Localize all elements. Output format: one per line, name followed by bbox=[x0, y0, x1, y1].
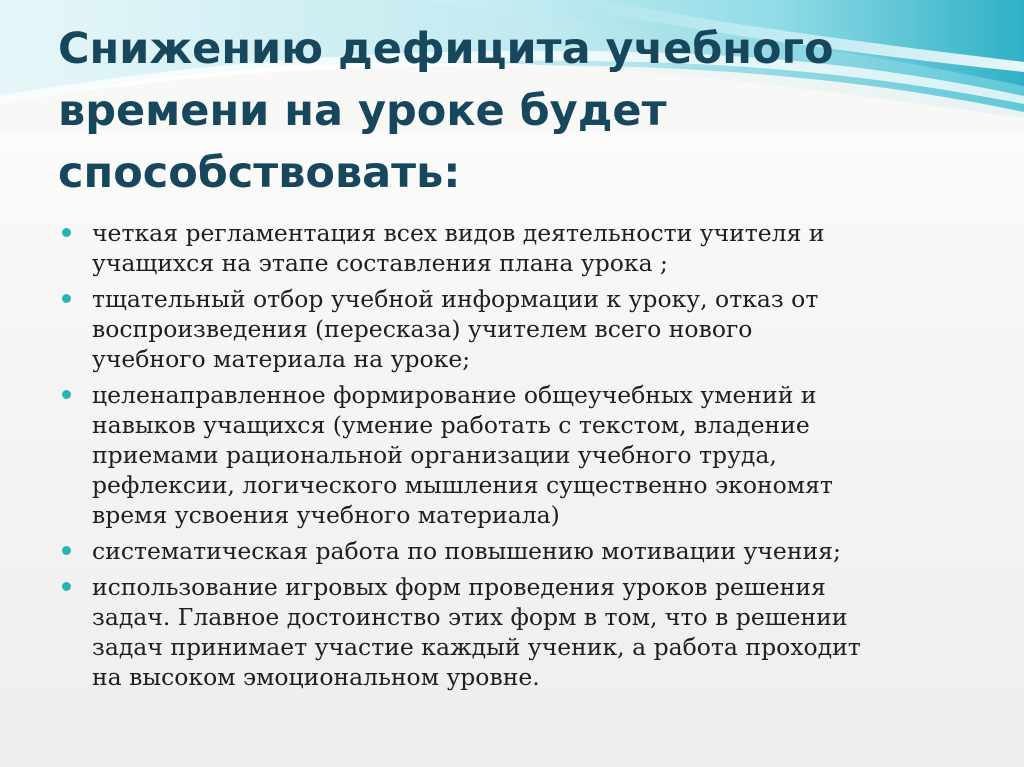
title-line: Снижению дефицита учебного bbox=[58, 24, 834, 74]
bullet-dot-icon bbox=[62, 294, 71, 303]
bullet-dot-icon bbox=[62, 582, 71, 591]
bullet-item bbox=[58, 536, 978, 566]
title-line: времени на уроке будет bbox=[58, 86, 667, 136]
bullet-text: целенаправленное формирование общеучебных умений и навыков учащихся (умение работать с текстом, владение приемами рациональной организации учебного труда, рефлексии, логического мышления существенно экономят время усвоения учебного материала) bbox=[92, 381, 833, 529]
slide-title bbox=[58, 18, 958, 204]
bullet-list bbox=[58, 218, 978, 698]
bullet-text: тщательный отбор учебной информации к уроку, отказ от воспроизведения (пересказа) учителем всего нового учебного материала на уроке; bbox=[92, 285, 819, 373]
bullet-item bbox=[58, 572, 978, 692]
bullet-item bbox=[58, 380, 978, 530]
bullet-text: использование игровых форм проведения уроков решения задач. Главное достоинство этих форм в том, что в решении задач принимает участие каждый ученик, а работа проходит на высоком эмоциональном уровне. bbox=[92, 573, 861, 691]
bullet-text: четкая регламентация всех видов деятельности учителя и учащихся на этапе составления плана урока ; bbox=[92, 219, 825, 277]
bullet-dot-icon bbox=[62, 546, 71, 555]
bullet-text: систематическая работа по повышению мотивации учения; bbox=[92, 537, 841, 565]
bullet-dot-icon bbox=[62, 228, 71, 237]
title-line: способствовать: bbox=[58, 148, 461, 198]
bullet-item bbox=[58, 218, 978, 278]
bullet-item bbox=[58, 284, 978, 374]
bullet-dot-icon bbox=[62, 390, 71, 399]
